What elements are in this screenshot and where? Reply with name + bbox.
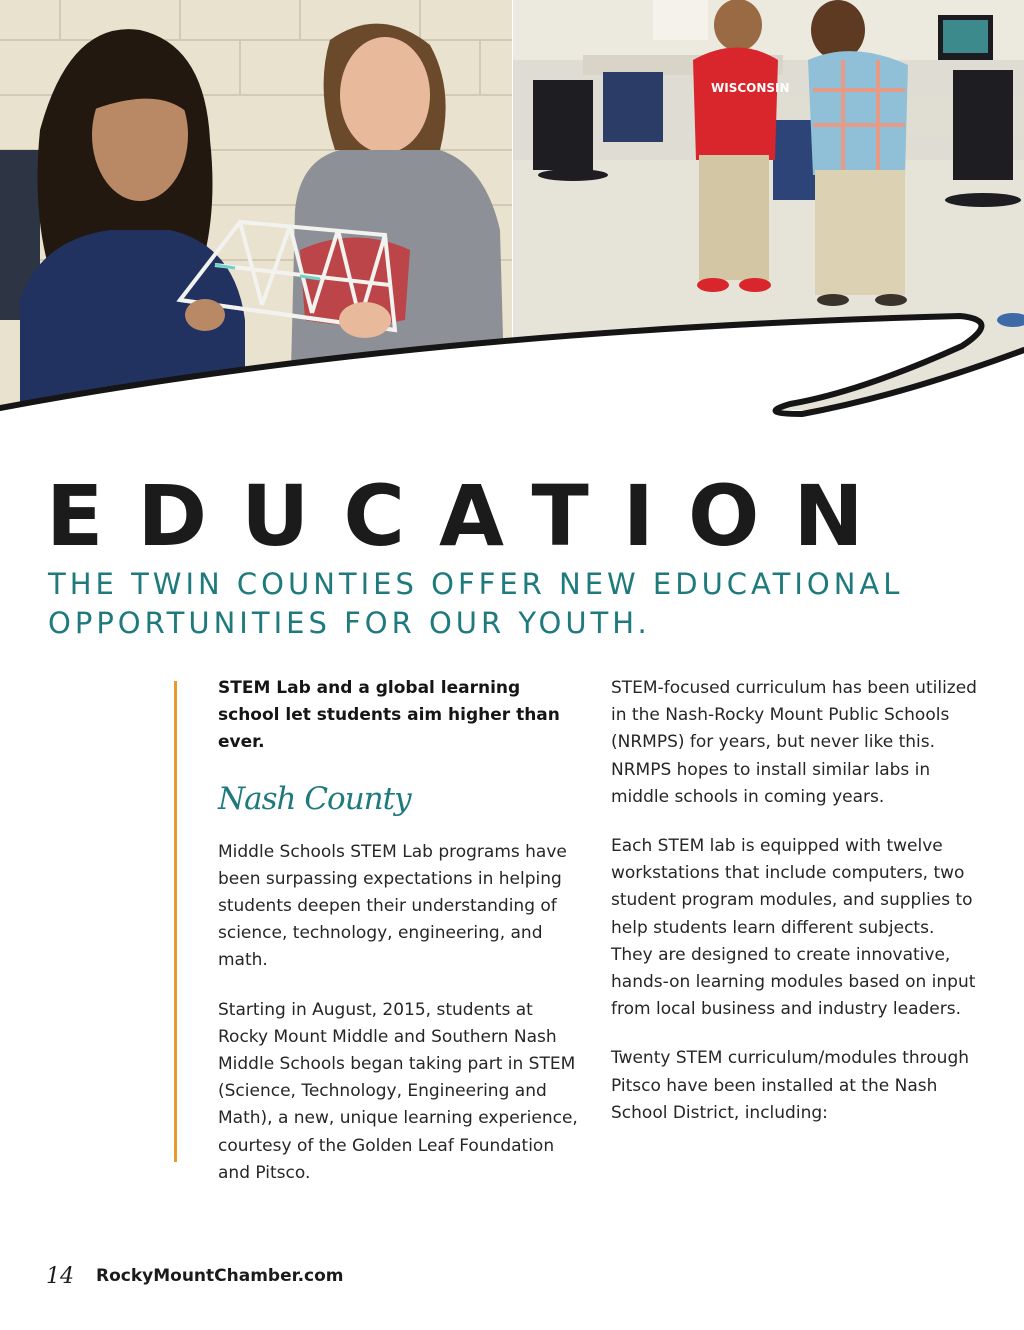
article-paragraph: Twenty STEM curriculum/modules through Pitsco have been installed at the Nash School District, including:: [611, 1048, 970, 1123]
page-footer: [46, 1260, 344, 1292]
article-right-column: [611, 675, 981, 1149]
article-paragraph: STEM-focused curriculum has been utilized in the Nash-Rocky Mount Public Schools (NRMPS) for years, but never like this. NRMPS hopes to install similar labs in middle schools in coming years.: [611, 678, 977, 807]
accent-rule: [174, 681, 177, 1162]
page-number: 14: [46, 1263, 74, 1289]
section-title: EDUCATION: [46, 467, 898, 565]
hero-photo-banner: [0, 0, 1024, 430]
article-paragraph: Each STEM lab is equipped with twelve workstations that include computers, two student program modules, and supplies to help students learn different subjects. They are designed to create innovative, hands-on learning modules based on input from local business and industry leaders.: [611, 836, 976, 1020]
website-link[interactable]: RockyMountChamber.com: [96, 1266, 344, 1286]
hoodie-lettering: WISCONSIN: [711, 81, 790, 95]
article-left-column: [218, 675, 583, 1209]
article-paragraph: Middle Schools STEM Lab programs have been surpassing expectations in helping students deepen their understanding of science, technology, engineering, and math.: [218, 841, 567, 971]
section-subtitle: THE TWIN COUNTIES OFFER NEW EDUCATIONAL OPPORTUNITIES FOR OUR YOUTH.: [48, 567, 904, 640]
article-paragraph: Starting in August, 2015, students at Rocky Mount Middle and Southern Nash Middle Schools began taking part in STEM (Science, Technology, Engineering and Math), a new, unique learning experience, courtesy of the Golden Leaf Foundation and Pitsco.: [218, 999, 578, 1183]
county-heading: Nash County: [218, 780, 411, 817]
decorative-swoosh: [0, 0, 1024, 430]
article-lead: STEM Lab and a global learning school let students aim higher than ever.: [218, 678, 560, 753]
